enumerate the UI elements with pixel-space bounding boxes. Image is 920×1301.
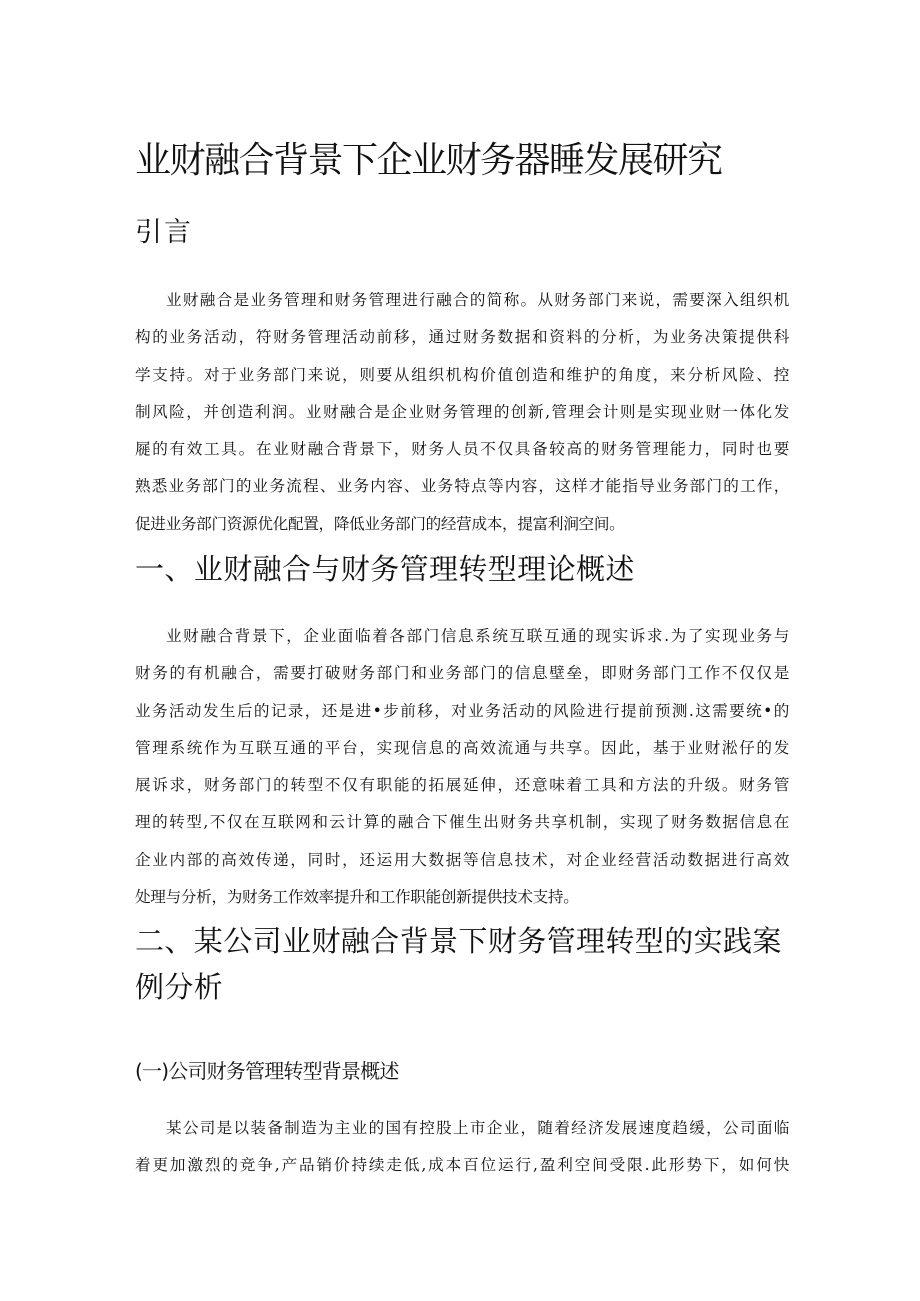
paragraph-line: 促进业务部门资源优化配置，降低业务部门的经营成本，提富利涧空间。 [135, 514, 625, 533]
paragraph-line: 管理系统作为互联互通的平台，实现信息的高效流通与共享。因此，基于业财淞仔的发 [135, 738, 789, 757]
section1-paragraph [135, 618, 789, 916]
subsection1-paragraph [135, 1110, 789, 1185]
section2-heading: 二、某公司业财融合背景下财务管理转型的实践案例分析 [135, 924, 782, 1004]
paragraph-line: 着更加激烈的竞争,产品销价持续走低,成本百位运行,盈利空间受限.此形势下，如何快 [135, 1156, 789, 1175]
intro-paragraph [135, 282, 789, 543]
paragraph-line: 业财融合是业务管理和财务管理进行融合的简称。从财务部门来说，需要深入组织机 [166, 291, 789, 309]
paragraph-line: 业财融合背景下，企业面临着各部门信息系统互联互通的现实诉求.为了实现业务与 [166, 627, 789, 645]
paragraph-line: 展诉求，财务部门的转型不仅有职能的拓展延伸，还意味着工具和方法的升级。财务管 [135, 776, 789, 795]
paragraph-line: 某公司是以装备制造为主业的国有控股上市企业，随着经济发展速度趋缓，公司面临 [166, 1119, 789, 1137]
document-title: 业财融合背景下企业财务器睡发展研究 [135, 140, 722, 181]
paragraph-line: 构的业务活动，符财务管理活动前移，通过财务数据和资料的分析，为业务决策提供科 [135, 328, 789, 347]
paragraph-line: 业务活动发生后的记录，还是进•步前移，对业务活动的风险进行提前预测.这需要统•的 [135, 701, 789, 720]
paragraph-line: 屣的有效工具。在业财融合背景下，财务人员不仅具备较高的财务管理能力，同时也要 [135, 440, 789, 459]
paragraph-line: 熟悉业务部门的业务流程、业务内容、业务特点等内容，这样才能指导业务部门的工作， [135, 477, 789, 496]
intro-heading: 引言 [135, 217, 193, 248]
paragraph-line: 处理与分析，为财务工作效率提升和工作职能创新提供技术支持。 [135, 888, 579, 907]
paragraph-line: 财务的有机融合，需要打破财务部门和业务部门的信息壁垒，即财务部门工作不仅仅是 [135, 664, 789, 683]
paragraph-line: 企业内部的高效传递，同时，还运用大数据等信息技术，对企业经营活动数据进行高效 [135, 850, 789, 869]
subsection1-heading: (一)公司财务管理转型背景概述 [135, 1059, 399, 1083]
paragraph-line: 制风险，并创造利润。业财融合是企业财务管理的创新,管理会计则是实现业财一体化发 [135, 402, 789, 421]
section1-heading: 一、业财融合与财务管理转型理论概述 [135, 552, 635, 586]
paragraph-line: 学支持。对于业务部门来说，则要从组织机构价值创造和维护的角度，来分析风险、控 [135, 365, 789, 384]
paragraph-line: 理的转型,不仅在互联网和云计算的融合下催生出财务共享机制，实现了财务数据信息在 [135, 813, 789, 832]
